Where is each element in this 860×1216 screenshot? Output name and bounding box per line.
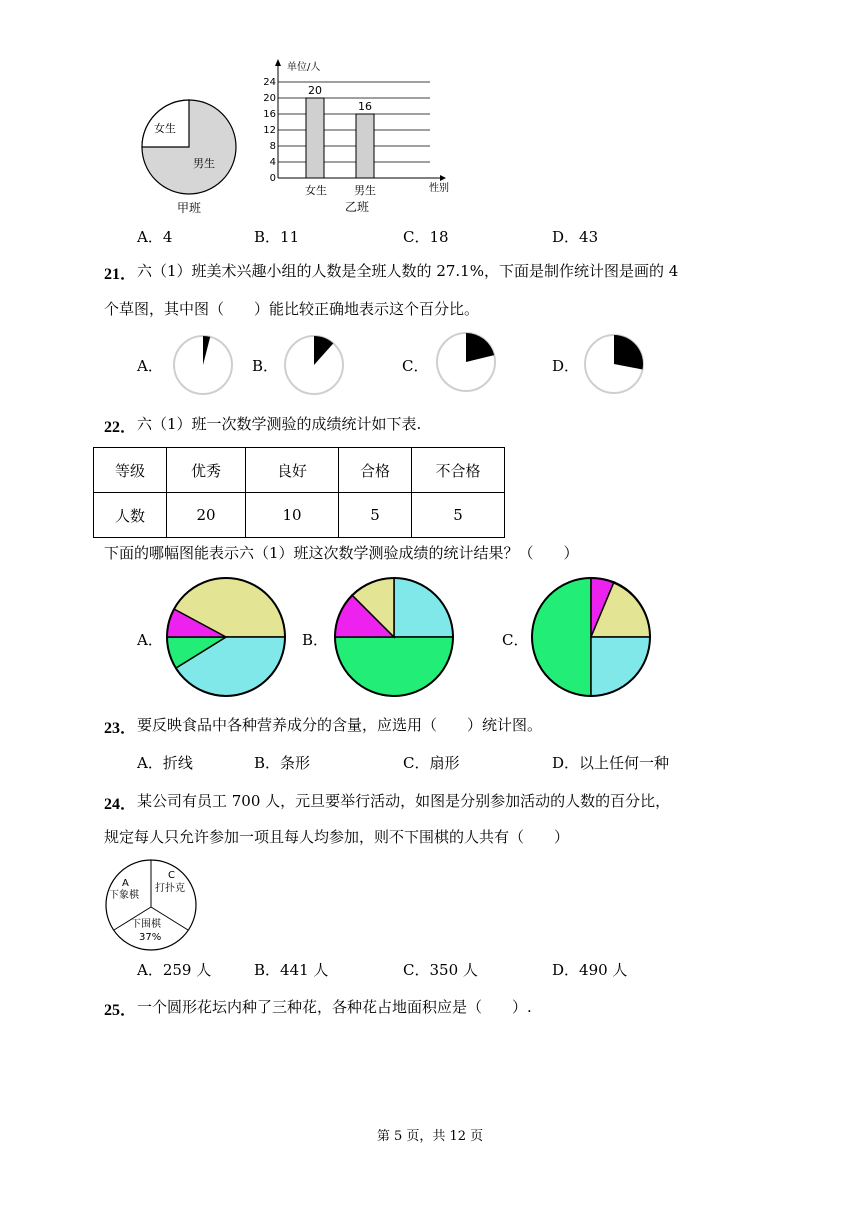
q24-pie-c-letter: C bbox=[168, 870, 175, 881]
q21-number: 21． bbox=[104, 266, 137, 283]
q23-option-c[interactable]: C．扇形 bbox=[403, 754, 460, 772]
q20-bar-unit-label: 单位/人 bbox=[287, 62, 321, 73]
q24-pie-b-text: 下围棋 bbox=[131, 919, 161, 930]
q20-option-b[interactable]: B．11 bbox=[254, 228, 300, 246]
q24-pie-labels bbox=[103, 857, 199, 953]
q20-pie-boys-label: 男生 bbox=[193, 157, 215, 170]
q20-bar-class-label: 乙班 bbox=[345, 200, 370, 214]
page-footer: 第 5 页，共 12 页 bbox=[376, 1129, 484, 1144]
q25-stem: 一个圆形花坛内种了三种花，各种花占地面积应是（ ）. bbox=[137, 998, 532, 1016]
table-row bbox=[94, 493, 505, 538]
q20-bar-chart bbox=[262, 58, 457, 188]
q24-option-d[interactable]: D．490 人 bbox=[552, 961, 628, 979]
table-header-cell: 不合格 bbox=[412, 448, 505, 493]
q24-option-b[interactable]: B．441 人 bbox=[254, 961, 329, 979]
q23-option-d[interactable]: D．以上任何一种 bbox=[552, 754, 670, 772]
q22-pie-a[interactable] bbox=[166, 577, 288, 699]
q22-option-c-label[interactable]: C． bbox=[502, 631, 529, 649]
q21-stem-line1: 六（1）班美术兴趣小组的人数是全班人数的 27.1%，下面是制作统计图是画的 4 bbox=[137, 262, 679, 280]
q23-stem: 要反映食品中各种营养成分的含量，应选用（ ）统计图。 bbox=[137, 716, 543, 734]
q21-option-d-label[interactable]: D． bbox=[552, 357, 580, 375]
ytick: 16 bbox=[263, 109, 276, 120]
table-cell: 人数 bbox=[94, 493, 167, 538]
table-row bbox=[94, 448, 505, 493]
ytick: 20 bbox=[263, 93, 276, 104]
q22-option-a-label[interactable]: A． bbox=[137, 631, 163, 649]
q21-pie-a[interactable] bbox=[171, 333, 235, 397]
q20-option-d[interactable]: D．43 bbox=[552, 228, 599, 246]
q24-pie-b-pct: 37% bbox=[139, 932, 162, 943]
q21-stem-line2: 个草图，其中图（ ）能比较正确地表示这个百分比。 bbox=[104, 300, 480, 318]
q21-option-a-label[interactable]: A． bbox=[137, 357, 163, 375]
q20-bar-boys bbox=[356, 114, 374, 178]
q20-option-a[interactable]: A．4 bbox=[137, 228, 173, 246]
q22-stem: 六（1）班一次数学测验的成绩统计如下表. bbox=[137, 415, 422, 433]
q24-stem-line1: 某公司有员工 700 人，元旦要举行活动，如图是分别参加活动的人数的百分比， bbox=[137, 792, 671, 810]
q23-option-a[interactable]: A．折线 bbox=[137, 754, 193, 772]
ytick: 8 bbox=[269, 141, 276, 152]
table-header-cell: 优秀 bbox=[167, 448, 246, 493]
q23-number: 23． bbox=[104, 720, 137, 737]
q20-bar-girls-value: 20 bbox=[308, 84, 322, 97]
ytick: 0 bbox=[269, 173, 276, 184]
ytick: 12 bbox=[263, 125, 276, 136]
q24-option-c[interactable]: C．350 人 bbox=[403, 961, 478, 979]
q20-pie-girls-label: 女生 bbox=[154, 122, 176, 135]
q22-number: 22． bbox=[104, 419, 137, 436]
table-cell: 20 bbox=[167, 493, 246, 538]
q21-option-b-label[interactable]: B． bbox=[252, 357, 279, 375]
q20-option-c[interactable]: C．18 bbox=[403, 228, 449, 246]
ytick: 24 bbox=[263, 77, 276, 88]
q22-pie-b[interactable] bbox=[334, 577, 456, 699]
q20-bar-xaxis-label: 性别 bbox=[429, 183, 449, 194]
ytick: 4 bbox=[269, 157, 276, 168]
q20-bar-yticks bbox=[262, 75, 276, 187]
q24-stem-line2: 规定每人只允许参加一项且每人均参加，则不下围棋的人共有（ ） bbox=[104, 828, 570, 846]
q21-pie-c[interactable] bbox=[434, 330, 498, 394]
q22-pie-c[interactable] bbox=[531, 577, 653, 699]
q25-number: 25． bbox=[104, 1002, 137, 1019]
q24-option-a[interactable]: A．259 人 bbox=[137, 961, 212, 979]
q20-bar-girls bbox=[306, 98, 324, 178]
table-cell: 5 bbox=[412, 493, 505, 538]
q20-bar-boys-value: 16 bbox=[358, 100, 372, 113]
q21-pie-b[interactable] bbox=[282, 333, 346, 397]
q24-number: 24． bbox=[104, 796, 137, 813]
q24-pie-a-letter: A bbox=[122, 878, 129, 889]
q21-pie-d[interactable] bbox=[582, 332, 646, 396]
table-header-cell: 良好 bbox=[246, 448, 339, 493]
q20-pie-chart bbox=[140, 96, 240, 198]
table-cell: 10 bbox=[246, 493, 339, 538]
q24-pie-a-text: 下象棋 bbox=[109, 890, 139, 901]
q20-pie-class-label: 甲班 bbox=[177, 201, 202, 215]
q22-question: 下面的哪幅图能表示六（1）班这次数学测验成绩的统计结果？（ ） bbox=[104, 544, 579, 562]
q22-option-b-label[interactable]: B． bbox=[302, 631, 329, 649]
q20-bar-girls-label: 女生 bbox=[305, 184, 327, 197]
table-header-cell: 合格 bbox=[339, 448, 412, 493]
table-header-cell: 等级 bbox=[94, 448, 167, 493]
q24-pie-c-text: 打扑克 bbox=[155, 883, 185, 894]
q22-grade-table bbox=[93, 447, 505, 538]
q21-option-c-label[interactable]: C． bbox=[402, 357, 429, 375]
table-cell: 5 bbox=[339, 493, 412, 538]
q23-option-b[interactable]: B．条形 bbox=[254, 754, 311, 772]
q20-bar-boys-label: 男生 bbox=[354, 184, 376, 197]
